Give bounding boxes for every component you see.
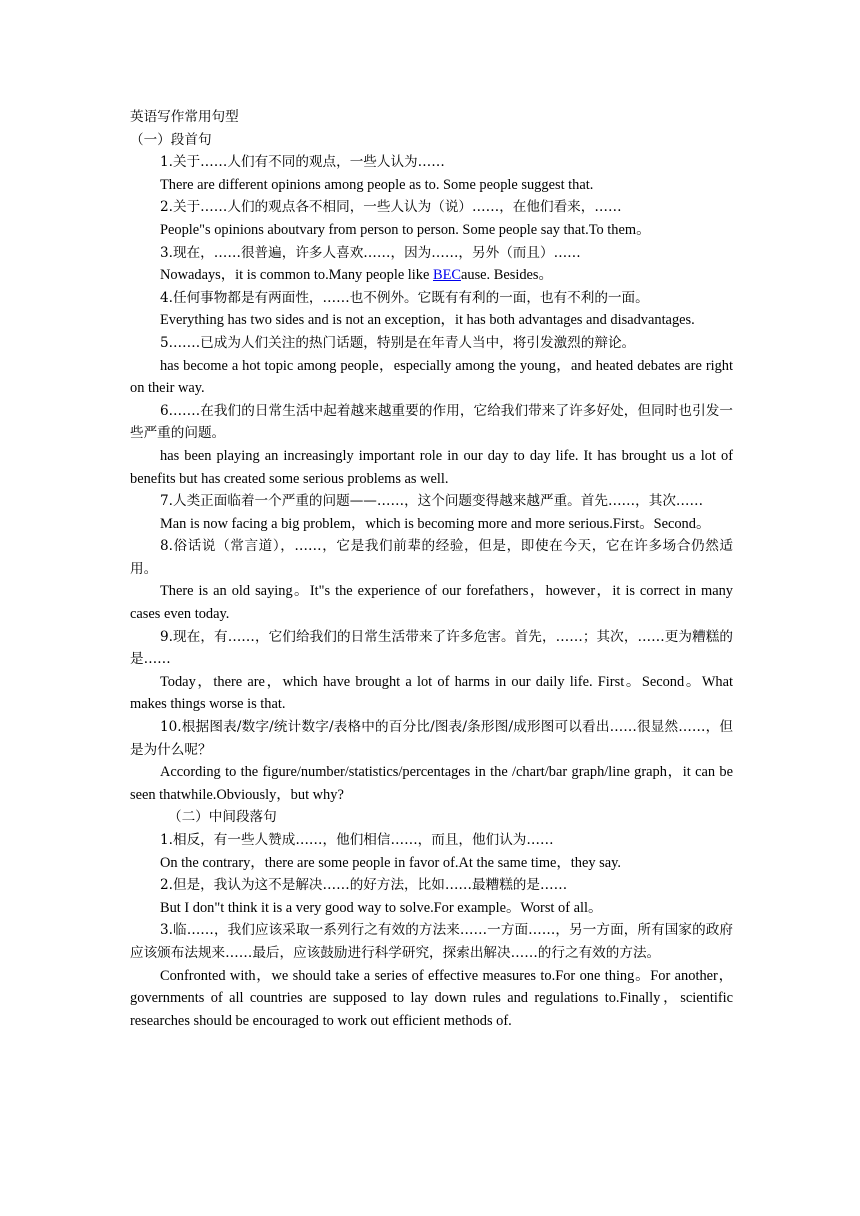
bec-link[interactable]: BEC — [432, 267, 461, 284]
s1-item-7-en: Man is now facing a big problem，which is becoming more and more serious.First。Second。 — [160, 515, 711, 532]
document-title: 英语写作常用句型 — [130, 109, 239, 125]
s1-item-3-en-after: ause. Besides。 — [460, 267, 553, 284]
s2-item-3-zh: 3.临……，我们应该采取一系列行之有效的方法来……一方面……，另一方面，所有国家的政府应该颁布法规来……最后，应该鼓励进行科学研究，探索出解决……的行之有效的方法。 — [130, 922, 733, 961]
s1-item-5-zh: 5.……已成为人们关注的热门话题，特别是在年青人当中，将引发激烈的辩论。 — [160, 334, 636, 351]
s2-item-1-zh: 1.相反，有一些人赞成……，他们相信……，而且，他们认为…… — [160, 832, 554, 848]
s1-item-6-en: has been playing an increasingly important role in our day to day life. It has brought us a lot of benefits but has created some serious problems as well. — [130, 447, 733, 487]
s1-item-9-zh: 9.现在，有……，它们给我们的日常生活带来了许多危害。首先，……；其次，……更为糟糕的是…… — [130, 628, 733, 668]
s2-item-1-en: On the contrary，there are some people in favor of.At the same time，they say. — [160, 854, 622, 871]
s1-item-10-en: According to the figure/number/statistics/percentages in the /chart/bar graph/line graph，it can be seen thatwhile.Obviously，but why? — [130, 764, 733, 803]
section-1-heading: （一）段首句 — [130, 131, 212, 148]
s1-item-2-zh: 2.关于……人们的观点各不相同，一些人认为（说）……，在他们看来，…… — [160, 199, 622, 216]
s1-item-10-zh: 10.根据图表/数字/统计数字/表格中的百分比/图表/条形图/成形图可以看出……很显然……，但是为什么呢？ — [130, 719, 733, 758]
s1-item-6-zh: 6.……在我们的日常生活中起着越来越重要的作用，它给我们带来了许多好处，但同时也引发一些严重的问题。 — [130, 402, 733, 442]
s1-item-2-en: People"s opinions aboutvary from person to person. Some people say that.To them。 — [160, 221, 651, 238]
s1-item-8-zh: 8.俗话说（常言道），……，它是我们前辈的经验，但是，即使在今天，它在许多场合仍然适用。 — [130, 538, 733, 577]
s1-item-3-en-before: Nowadays，it is common to.Many people like — [160, 267, 433, 284]
s1-item-3-zh: 3.现在，……很普遍，许多人喜欢……，因为……，另外（而且）…… — [160, 244, 581, 261]
s1-item-1-zh: 1.关于……人们有不同的观点，一些人认为…… — [160, 154, 445, 171]
s1-item-3-en — [130, 264, 733, 287]
section-2-heading: （二）中间段落句 — [168, 809, 277, 826]
s1-item-8-en: There is an old saying。It"s the experience of our forefathers，however，it is correct in many cases even today. — [130, 583, 733, 623]
s1-item-7-zh: 7.人类正面临着一个严重的问题——……，这个问题变得越来越严重。首先……，其次…… — [160, 493, 704, 510]
document-page — [130, 106, 733, 1032]
s2-item-2-zh: 2.但是，我认为这不是解决……的好方法，比如……最糟糕的是…… — [160, 877, 568, 894]
s1-item-4-zh: 4.任何事物都是有两面性，……也不例外。它既有有利的一面，也有不利的一面。 — [160, 289, 649, 306]
s1-item-9-en: Today，there are，which have brought a lot of harms in our daily life. First。Second。What makes things worse is that. — [130, 673, 733, 713]
s2-item-3-en: Confronted with，we should take a series of effective measures to.For one thing。For another，governments of all countries are supposed to lay down rules and regulations to.Finally，scientific researches should be encouraged to work out efficient methods of. — [130, 967, 733, 1029]
s2-item-2-en: But I don"t think it is a very good way to solve.For example。Worst of all。 — [160, 899, 603, 916]
s1-item-4-en: Everything has two sides and is not an exception，it has both advantages and disadvantages. — [160, 312, 695, 329]
s1-item-1-en: There are different opinions among people as to. Some people suggest that. — [160, 176, 594, 193]
s1-item-5-en: has become a hot topic among people，especially among the young，and heated debates are right on their way. — [130, 357, 733, 397]
